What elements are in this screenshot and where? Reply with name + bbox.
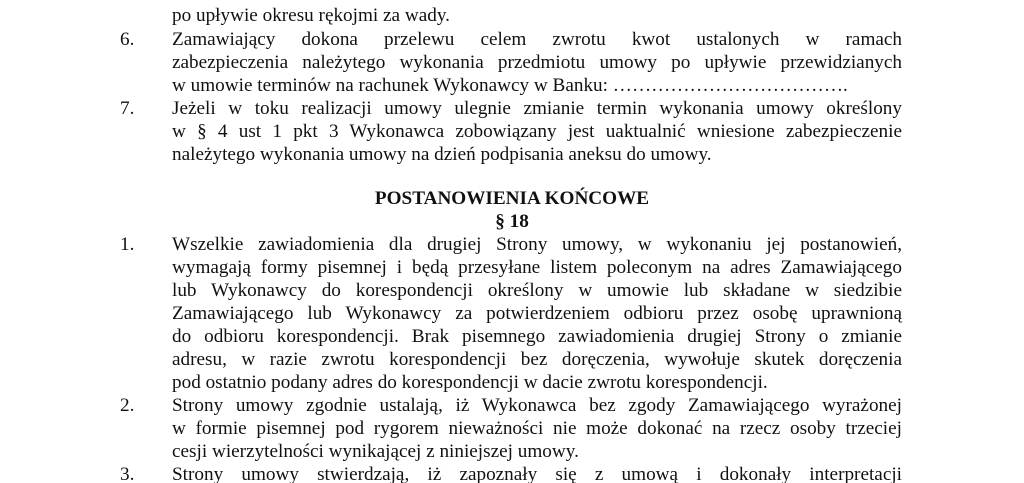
item-number-6: 6. bbox=[120, 29, 135, 50]
item-number-3: 3. bbox=[120, 464, 135, 483]
item-2-line-1: Strony umowy zgodnie ustalają, iż Wykonawca bez zgody Zamawiającego wyrażonej bbox=[172, 395, 902, 416]
item-1-line-1: Wszelkie zawiadomienia dla drugiej Strony umowy, w wykonaniu jej postanowień, bbox=[172, 234, 902, 255]
item-1-line-2: wymagają formy pisemnej i będą przesyłane listem poleconym na adres Zamawiającego bbox=[172, 257, 902, 278]
item-1-line-6: adresu, w razie zwrotu korespondencji bez doręczenia, wywołuje skutek doręczenia bbox=[172, 349, 902, 370]
item-2-line-3: cesji wierzytelności wynikającej z niniejszej umowy. bbox=[172, 441, 579, 462]
item-7-line-2: w § 4 ust 1 pkt 3 Wykonawca zobowiązany jest uaktualnić wniesione zabezpieczenie bbox=[172, 121, 902, 142]
section-heading: POSTANOWIENIA KOŃCOWE bbox=[374, 188, 650, 209]
item-number-2: 2. bbox=[120, 395, 135, 416]
item-7-line-1: Jeżeli w toku realizacji umowy ulegnie zmianie termin wykonania umowy określony bbox=[172, 98, 902, 119]
paragraph-tail-line: po upływie okresu rękojmi za wady. bbox=[172, 5, 450, 26]
item-number-1: 1. bbox=[120, 234, 135, 255]
item-6-line-1: Zamawiający dokona przelewu celem zwrotu kwot ustalonych w ramach bbox=[172, 29, 902, 50]
item-7-line-3: należytego wykonania umowy na dzień podpisania aneksu do umowy. bbox=[172, 144, 712, 165]
item-6-line-3: w umowie terminów na rachunek Wykonawcy w Banku: ………………………………. bbox=[172, 75, 848, 96]
item-1-line-3: lub Wykonawcy do korespondencji określony w umowie lub składane w siedzibie bbox=[172, 280, 902, 301]
item-2-line-2: w formie pisemnej pod rygorem nieważności nie może dokonać na rzecz osoby trzeciej bbox=[172, 418, 902, 439]
item-1-line-5: do odbioru korespondencji. Brak pisemnego zawiadomienia drugiej Strony o zmianie bbox=[172, 326, 902, 347]
item-1-line-7: pod ostatnio podany adres do korespondencji w dacie zwrotu korespondencji. bbox=[172, 372, 768, 393]
item-number-7: 7. bbox=[120, 98, 135, 119]
section-number: § 18 bbox=[495, 211, 529, 232]
item-3-line-1: Strony umowy stwierdzają, iż zapoznały się z umową i dokonały interpretacji bbox=[172, 464, 902, 483]
item-1-line-4: Zamawiającego lub Wykonawcy za potwierdzeniem odbioru przez osobę uprawnioną bbox=[172, 303, 902, 324]
item-6-line-2: zabezpieczenia należytego wykonania przedmiotu umowy po upływie przewidzianych bbox=[172, 52, 902, 73]
